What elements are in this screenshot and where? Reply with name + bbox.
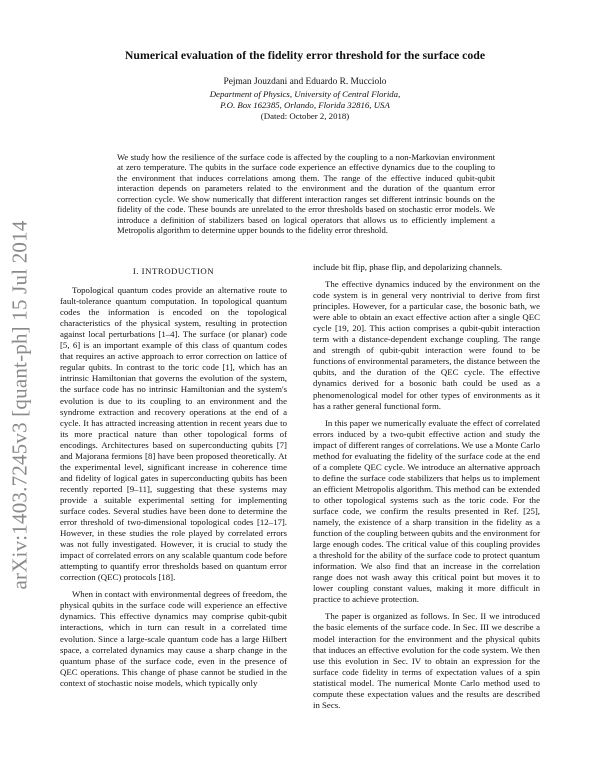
paragraph: When in contact with environmental degrees of freedom, the physical qubits in the surface code will experience an effective dynamics. This effective dynamics may comprise qubit-qubit interactions, which in turn can result in a correlated time evolution. Since a large-scale quantum code has a large Hilbert space, a correlated dynamics may cause a sharp change in the quantum phase of the surface code, even in the presence of QEC operations. This change of phase cannot be studied in the context of stochastic noise models, which typically only <box>60 589 287 688</box>
left-column <box>60 262 287 695</box>
paragraph: In this paper we numerically evaluate the effect of correlated errors induced by a two-qubit effective action and study the impact of different ranges of correlations. We use a Monte Carlo method for evaluating the fidelity of the surface code at the end of a complete QEC cycle. We introduce an alternative approach to define the surface code stabilizers that helps us to implement an efficient Metropolis algorithm. This method can be extended to other topological systems such as the toric code. For the surface code, we confirm the results presented in Ref. [25], namely, the existence of a sharp transition in the fidelity as a function of the coupling between qubits and the environment for large enough codes. The critical value of this coupling provides a threshold for the ability of the surface code to protect quantum information. We also find that an increase in the correlation range does not wash away this critical point but moves it to lower coupling constant values, making it more difficult in practice to achieve protection. <box>313 417 540 605</box>
arxiv-watermark <box>0 0 40 776</box>
paper-header <box>60 48 550 122</box>
paragraph: The paper is organized as follows. In Sec. II we introduced the basic elements of the surface code. In Sec. III we describe a model interaction for the environment and the physical qubits that induces an effective evolution for the code system. We then use this evolution in Sec. IV to obtain an expression for the surface code fidelity in terms of expectation values of a spin statistical model. The numerical Monte Carlo method used to compute these expectation values and the results are described in Secs. <box>313 611 540 710</box>
dated-line: (Dated: October 2, 2018) <box>260 111 350 121</box>
section-heading: I. INTRODUCTION <box>132 266 215 276</box>
right-column <box>313 262 540 717</box>
paper-title: Numerical evaluation of the fidelity error threshold for the surface code <box>124 48 486 62</box>
affiliation-line-1: Department of Physics, University of Central Florida, <box>209 89 401 99</box>
paper-authors: Pejman Jouzdani and Eduardo R. Mucciolo <box>223 77 387 87</box>
affiliation-line-2: P.O. Box 162385, Orlando, Florida 32816, USA <box>220 100 390 110</box>
paragraph: The effective dynamics induced by the environment on the code system is in general very nontrivial to derive from first principles. However, for a particular case, the bosonic bath, we were able to obtain an exact effective action after a single QEC cycle [19, 20]. This action comprises a qubit-qubit interaction term with a distance-dependent exchange coupling. The range and strength of qubit-qubit interaction were found to be functions of environmental parameters, the distance between the qubits, and the duration of the QEC cycle. The effective dynamics derived for a bosonic bath could be used as a phenomenological model for other types of environments as it has a rather general functional form. <box>313 279 540 411</box>
arxiv-id: arXiv:1403.7245v3 [quant-ph] 15 Jul 2014 <box>7 220 32 590</box>
paragraph: Topological quantum codes provide an alternative route to fault-tolerance quantum computation. In topological quantum codes the information is encoded on the topological characteristics of the physical system, resulting in protection against local perturbations [1–4]. The surface (or planar) code [5, 6] is an important example of this class of quantum codes that requires an active approach to error correction on lattice of regular qubits. In contrast to the toric code [1], which has an intrinsic Hamiltonian that governs the evolution of the system, the surface code has no intrinsic Hamiltonian and the system's evolution is due to its coupling to an environment and the syndrome extraction and recovery operations at the end of a cycle. It has attracted increasing attention in recent years due to its more practical nature than other topological forms of encodings. Architectures based on superconducting qubits [7] and Majorana fermions [8] have been proposed theoretically. At the experimental level, significant increase in coherence time and fidelity of logical gates in superconducting qubits has been recently reported [9–11], suggesting that these systems may provide a suitable experimental setting for implementing surface codes. Several studies have been done to determine the error threshold of two-dimensional topological codes [12–17]. However, in these studies the role played by correlated errors was not fully investigated. However, it is crucial to study the impact of correlated errors on any scalable quantum code before attempting to quantify error thresholds based on quantum error correction (QEC) protocols [18]. <box>60 285 287 583</box>
abstract: We study how the resilience of the surface code is affected by the coupling to a non-Markovian environment at zero temperature. The qubits in the surface code experience an effective dynamics due to the coupling to the environment that induces correlations among them. The range of the effective induced qubit-qubit interaction depends on parameters related to the environment and the duration of the quantum error correction cycle. We show numerically that different interaction ranges set different intrinsic bounds on the fidelity of the code. These bounds are unrelated to the error thresholds based on stochastic error models. We introduce a definition of stabilizers based on logical operators that allows us to efficiently implement a Metropolis algorithm to determine upper bounds to the fidelity error threshold. <box>117 152 495 236</box>
paragraph-continuation: include bit flip, phase flip, and depolarizing channels. <box>313 262 503 272</box>
